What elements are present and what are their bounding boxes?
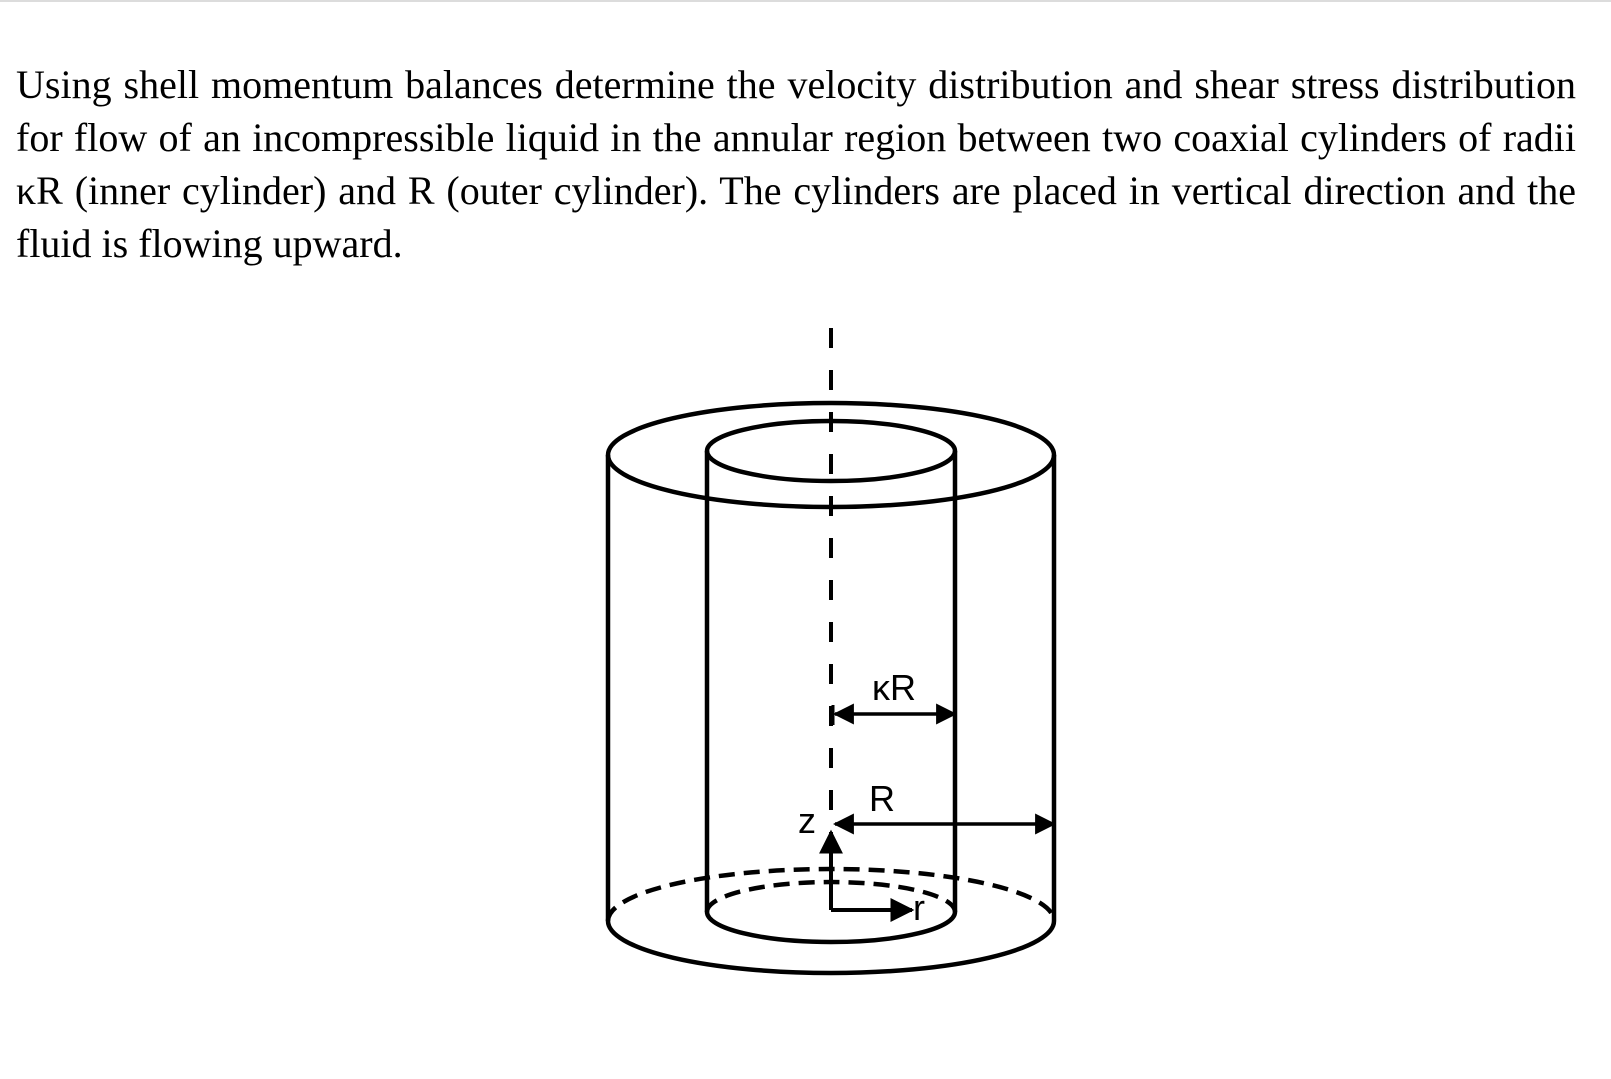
problem-statement: Using shell momentum balances determine the velocity distribution and shear stress distribution for flow of an incompressible liquid in the annular region between two coaxial cylinders of radii κR (inner cylinder) and R (outer cylinder). The cylinders are placed in vertical direction and the fluid is flowing upward.	[16, 62, 1576, 266]
r-axis-label: r	[913, 887, 925, 928]
outer-cylinder-bottom-front	[608, 921, 1054, 973]
outer-radius-label: R	[869, 778, 895, 819]
inner-radius-label: κR	[872, 667, 916, 708]
z-axis-label: z	[798, 800, 816, 841]
